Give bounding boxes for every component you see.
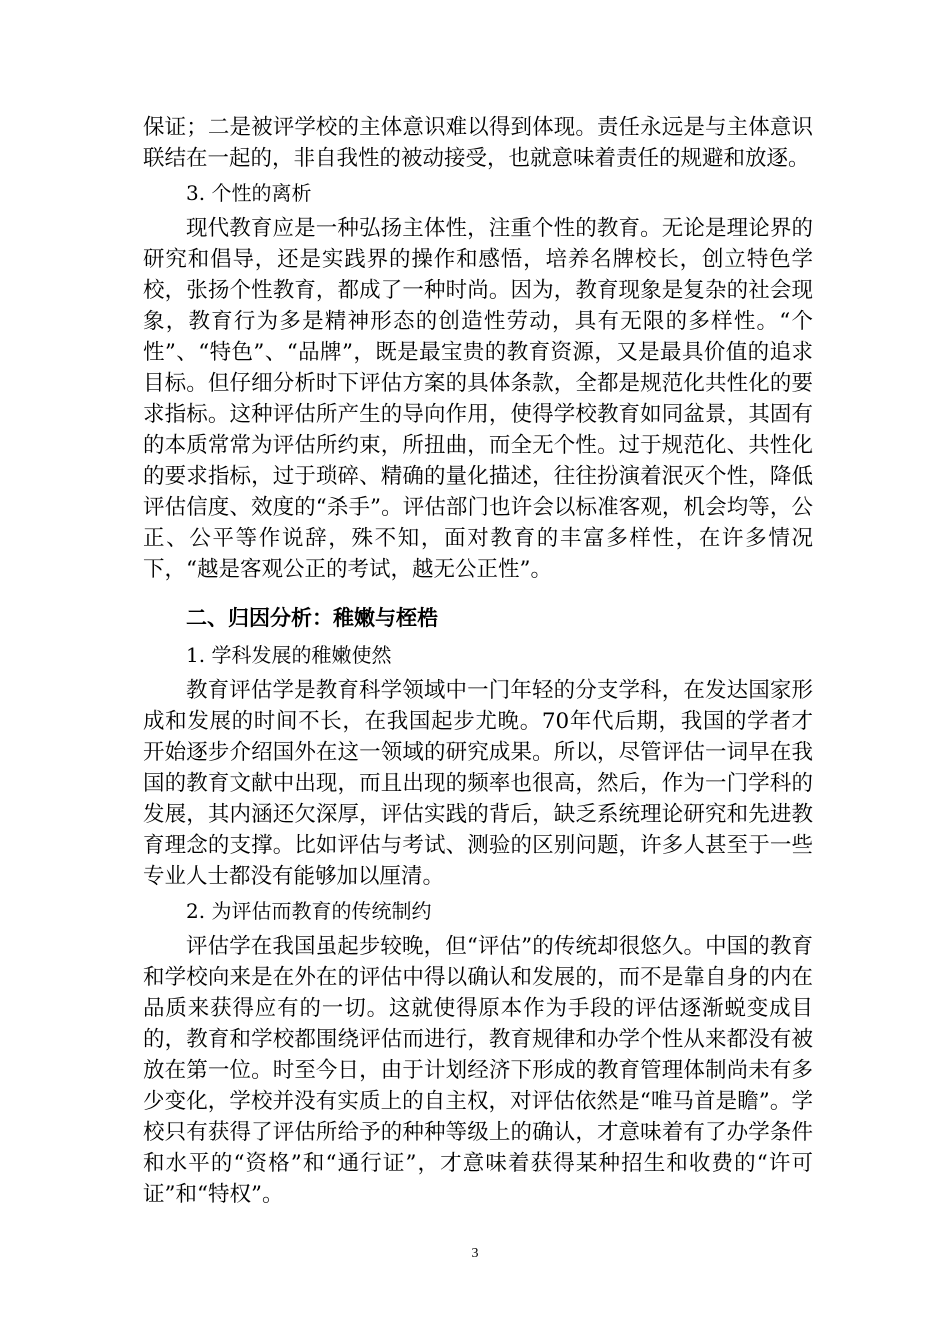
subheading-individuality: 3. 个性的离析 <box>186 181 312 205</box>
paragraph-continuation: 保证；二是被评学校的主体意识难以得到体现。责任永远是与主体意识联结在一起的，非自我性的被动接受，也就意味着责任的规避和放逐。 <box>143 115 813 171</box>
paragraph-discipline: 教育评估学是教育科学领域中一门年轻的分支学科，在发达国家形成和发展的时间不长，在我国起步尤晚。70年代后期，我国的学者才开始逐步介绍国外在这一领域的研究成果。所以，尽管评估一词早在我国的教育文献中出现，而且出现的频率也很高，然后，作为一门学科的发展，其内涵还欠深厚，评估实践的背后，缺乏系统理论研究和先进教育理念的支撑。比如评估与考试、测验的区别问题，许多人甚至于一些专业人士都没有能够加以厘清。 <box>143 678 813 889</box>
subheading-tradition: 2. 为评估而教育的传统制约 <box>186 899 432 923</box>
page-number: 3 <box>471 1246 479 1261</box>
paragraph-individuality: 现代教育应是一种弘扬主体性，注重个性的教育。无论是理论界的研究和倡导，还是实践界的操作和感悟，培养名牌校长，创立特色学校，张扬个性教育，都成了一种时尚。因为，教育现象是复杂的社会现象，教育行为多是精神形态的创造性劳动，具有无限的多样性。“个性”、“特色”、“品牌”，既是最宝贵的教育资源，又是最具价值的追求目标。但仔细分析时下评估方案的具体条款，全都是规范化共性化的要求指标。这种评估所产生的导向作用，使得学校教育如同盆景，其固有的本质常常为评估所约束，所扭曲，而全无个性。过于规范化、共性化的要求指标，过于琐碎、精确的量化描述，往往扮演着泯灭个性，降低评估信度、效度的“杀手”。评估部门也许会以标准客观，机会均等，公正、公平等作说辞，殊不知，面对教育的丰富多样性，在许多情况下，“越是客观公正的考试，越无公正性”。 <box>143 216 813 582</box>
document-body <box>143 112 813 1210</box>
paragraph-tradition: 评估学在我国虽起步较晚，但“评估”的传统却很悠久。中国的教育和学校向来是在外在的评估中得以确认和发展的，而不是靠自身的内在品质来获得应有的一切。这就使得原本作为手段的评估逐渐蜕变成目的，教育和学校都围绕评估而进行，教育规律和办学个性从来都没有被放在第一位。时至今日，由于计划经济下形成的教育管理体制尚未有多少变化，学校并没有实质上的自主权，对评估依然是“唯马首是瞻”。学校只有获得了评估所给予的种种等级上的确认，才意味着有了办学条件和水平的“资格”和“通行证”，才意味着获得某种招生和收费的“许可证”和“特权”。 <box>143 934 813 1207</box>
section-heading-attribution: 二、归因分析：稚嫩与桎梏 <box>186 606 438 630</box>
subheading-discipline: 1. 学科发展的稚嫩使然 <box>186 643 392 667</box>
